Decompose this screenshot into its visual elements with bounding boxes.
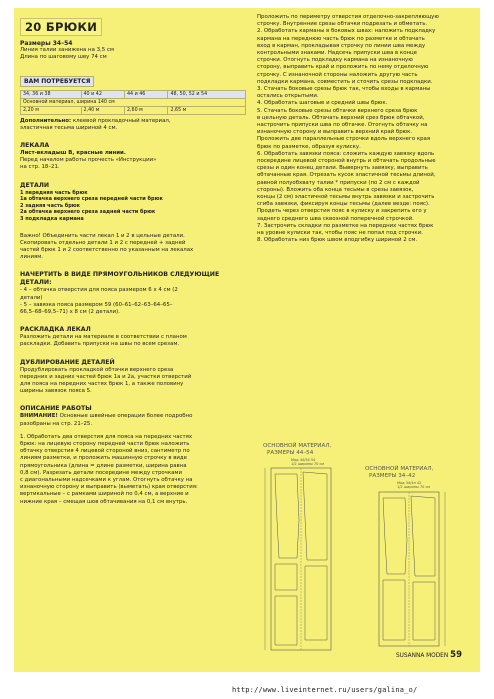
diagram-right-title: ОСНОВНОЙ МАТЕРИАЛ, — [365, 466, 434, 472]
instruction-line: брюк по разметке, образуя кулиску. — [257, 143, 361, 150]
page-title: 20 БРЮКИ — [20, 18, 102, 36]
instruction-line: сторону, выправить край и проложить по нему отделочную — [257, 64, 429, 71]
instruction-line: концы (2 см) эластичной тесьмы внутрь завязки и застрочить — [257, 194, 435, 201]
work-text: брюк: на лицевую сторону передней части брюк наложить — [20, 441, 190, 448]
instruction-line: 8. Обработать низ брюк швом вподгибку шириной 2 см. — [257, 237, 418, 244]
instruction-line: Проложить по периметру отверстия отделочно-закрепляющую — [257, 14, 439, 20]
diagram-left-title: РАЗМЕРЫ 44–54 — [267, 450, 314, 456]
layout-text: Разложить детали на материале в соответствии с планом — [20, 334, 187, 341]
amount-cell: 2,20 м — [21, 106, 82, 114]
instruction-line: Проложить две параллельные строчки вдоль верхнего края — [257, 136, 431, 143]
important-text: линиям. — [20, 254, 43, 261]
layout-heading: РАСКЛАДКА ЛЕКАЛ — [20, 326, 91, 334]
diagram-right-fold: Мод 34/4л 42 — [397, 481, 422, 485]
size-cell: 48, 50, 52 и 54 — [168, 90, 246, 98]
work-text: прямоугольника (длина = длине разметки, ширина равна — [20, 462, 187, 469]
additional-text: эластичная тесьма шириной 4 см. — [20, 124, 118, 131]
instruction-line: сгиба завязки, фиксируя концы тесьмы (далее везде: пояс). — [257, 201, 430, 208]
instruction-line: стороны). Вложить оба конца тесьмы в срезы завязок, — [257, 186, 414, 193]
instruction-line: 3. Стачать боковые срезы брюк так, чтобы входы в карманы — [257, 86, 431, 93]
size-cell: 40 и 42 — [81, 90, 124, 98]
instruction-line: остались открытыми. — [257, 93, 319, 100]
rect-item: - 4 – обтачка отверстия для пояса размером 6 х 4 см (2 — [20, 287, 178, 294]
instruction-line: 6. Обработать завязки пояса: сложить каждую завязку вдоль — [257, 150, 435, 157]
layout-diagram — [257, 440, 475, 658]
instruction-line: 4. Обработать шаговые и средний швы брюк. — [257, 100, 388, 107]
sizes-line: Размеры 34–54 — [20, 40, 73, 47]
rect-item: 66,5–68–69,5–71) х 8 см (2 детали). — [20, 309, 120, 316]
instruction-line: заднего среднего шва сквозной поперечной строчкой. — [257, 215, 414, 222]
work-text: нижние края – смещая шов обтачивания на 0,1 см внутрь. — [20, 498, 188, 505]
amount-cell: 2,60 м — [124, 106, 167, 114]
instruction-line: кармана на переднюю часть брюк по разметке и обтачать — [257, 35, 425, 42]
lekala-text: на стр. 18–21. — [20, 164, 60, 171]
right-column — [257, 14, 475, 245]
work-text: обтачку отверстия 4 лицевой стороной вниз, сантиметр по — [20, 448, 190, 455]
page-footer — [396, 650, 462, 660]
attention-text: разобраны на стр. 21–25. — [20, 420, 93, 427]
page-number: 59 — [450, 650, 462, 660]
work-text: 0,8 см). Разрезать детали посередине между строчками — [20, 469, 182, 476]
diagram-left-title: ОСНОВНОЙ МАТЕРИАЛ, — [263, 443, 332, 449]
source-url[interactable]: http://www.liveinternet.ru/users/galina_o/ — [232, 686, 418, 694]
rect-heading: НАЧЕРТИТЬ В ВИДЕ ПРЯМОУГОЛЬНИКОВ СЛЕДУЮЩИЕ — [20, 271, 220, 279]
work-text: 1. Обработать два отверстия для пояса на передних частях — [20, 433, 193, 440]
important-text: Важно! Объединить части лекал 1 и 2 в цельные детали. — [20, 232, 185, 239]
detail-item: 1 передняя часть брюк — [20, 189, 88, 196]
instruction-line: 2. Обработать карманы в боковых швах: наложить подкладку — [257, 28, 436, 35]
rect-item: - 5 – завязка пояса размером 59 (60–61–62–63–64–65– — [20, 301, 173, 308]
instruction-line: контрольными знаками. Надсечь припуски шва в конце — [257, 50, 417, 57]
instruction-line: на уровне кулиски так, чтобы пояс не попал под строчки. — [257, 230, 423, 237]
work-heading: ОПИСАНИЕ РАБОТЫ — [20, 405, 92, 413]
instruction-line: настрочить припуски шва по обтачке. Отогнуть обтачку на — [257, 122, 428, 129]
material-cell: Основной материал, ширина 140 см — [21, 98, 246, 106]
instruction-line: изнаночную сторону и выправить верхний край брюк. — [257, 129, 413, 136]
work-text: с диагональными надсечками к углам. Отогнуть обтачку на — [20, 477, 193, 484]
rect-item: детали) — [20, 294, 43, 301]
lekala-text: Перед началом работы прочесть «Инструкции» — [20, 157, 157, 164]
materials-heading: ВАМ ПОТРЕБУЕТСЯ — [20, 76, 94, 87]
intro-line: Линия талии занижена на 3,5 см — [20, 47, 114, 54]
dup-text: ширины завязок пояса 5. — [20, 388, 92, 395]
amount-cell: 2,40 м — [81, 106, 124, 114]
size-cell: 34, 36 и 38 — [21, 90, 82, 98]
detail-item: 1а обтачка верхнего среза передней части брюк — [20, 196, 163, 203]
size-table — [20, 90, 246, 115]
pattern-back-right — [411, 496, 435, 576]
additional-text: клеевой прокладочный материал, — [72, 117, 171, 124]
attention-text: Основные швейные операции более подробно — [59, 413, 193, 420]
diagram-right-fold: 1/2 ширины 70 см — [397, 485, 431, 489]
instruction-line: Продеть через отверстия пояс в кулиску и закрепить его у — [257, 208, 427, 215]
detail-item: 2а обтачка верхнего среза задней части брюк — [20, 209, 156, 216]
instruction-line: строчку. С изнаночной стороны наложить другую часть — [257, 71, 418, 78]
detail-item: 2 задняя часть брюк — [20, 202, 81, 209]
brand-name: SUSANNA MODEN — [395, 653, 449, 659]
work-text: вертикальные – с рамками шириной по 0,4 см, а верхние и — [20, 491, 189, 498]
details-heading: ДЕТАЛИ — [20, 181, 50, 189]
instruction-line: посередине лицевой стороной внутрь и обтачать продольные — [257, 158, 436, 165]
lekala-sheet: Лист-вкладыш В, красные линии. — [20, 150, 126, 157]
dup-text: Продублировать прокладкой обтачки верхнего среза — [20, 366, 174, 373]
instruction-line: строчки. Отогнуть подкладку кармана на изнаночную — [257, 57, 413, 64]
instruction-line: 7. Застрочить складки по разметке на передних частях брюк — [257, 222, 434, 229]
important-text: частей брюк 1 и 2 соответственно по указанным на лекалах — [20, 247, 194, 253]
attention-label: ВНИМАНИЕ! — [20, 413, 58, 420]
important-text: Скопировать отдельно детали 1 и 2 с передней + задней — [20, 239, 186, 246]
work-text: линиям разметки, и проложить машинную строчку в виде — [20, 455, 187, 462]
diagram-right-title: РАЗМЕРЫ 34–42 — [369, 473, 416, 479]
instruction-line: в цельную деталь. Обтачать верхний срез брюк обтачкой, — [257, 114, 425, 121]
dup-heading: ДУБЛИРОВАНИЕ ДЕТАЛЕЙ — [20, 358, 115, 366]
instruction-line: равной полуобхвату талии * припуски (по 2 см с каждой — [257, 179, 420, 186]
instruction-line: вход в карман, прокладывая строчку по линии шва между — [257, 42, 426, 49]
dup-text: передних и задних частей брюк 1а и 2а, участки отверстий — [20, 373, 192, 380]
instruction-line: строчку. Внутренние срезы обтачки подрезать и обметать. — [257, 21, 428, 28]
instruction-line: 5. Стачать боковые срезы обтачки верхнего среза брюк — [257, 107, 418, 114]
instruction-line: срезы и один конец детали. Вывернуть завязку, выправить — [257, 165, 428, 172]
pattern-front-right — [383, 498, 407, 574]
pattern-back-left — [303, 472, 327, 560]
instruction-line: подкладки кармана, совместить и сточить срезы подкладки. — [257, 78, 433, 85]
additional-label: Дополнительно: — [20, 117, 72, 124]
instruction-line: обтачанные края. Отрезать кусок эластичной тесьмы длиной, — [257, 172, 436, 179]
work-text: изнаночную сторону и выправить (выметать) края отверстия: — [20, 484, 198, 491]
pattern-front-left — [275, 474, 299, 558]
detail-item: 3 подкладка кармана — [20, 216, 84, 222]
diagram-left-fold: Мод 44/54 54 — [291, 458, 316, 462]
diagram-left-fold: 1/2 ширины 70 см — [291, 462, 325, 466]
layout-text: раскладки. Добавить припуски на швы по всем срезам. — [20, 341, 180, 348]
left-column — [20, 16, 252, 506]
amount-cell: 2,65 м — [168, 106, 246, 114]
rect-heading: ДЕТАЛИ: — [20, 279, 52, 287]
dup-text: для пояса на передних частях брюк 1, а также половину — [20, 381, 184, 388]
lekala-heading: ЛЕКАЛА — [20, 142, 50, 150]
size-cell: 44 и 46 — [124, 90, 167, 98]
intro-line: Длина по шаговому шву 74 см — [20, 54, 107, 61]
